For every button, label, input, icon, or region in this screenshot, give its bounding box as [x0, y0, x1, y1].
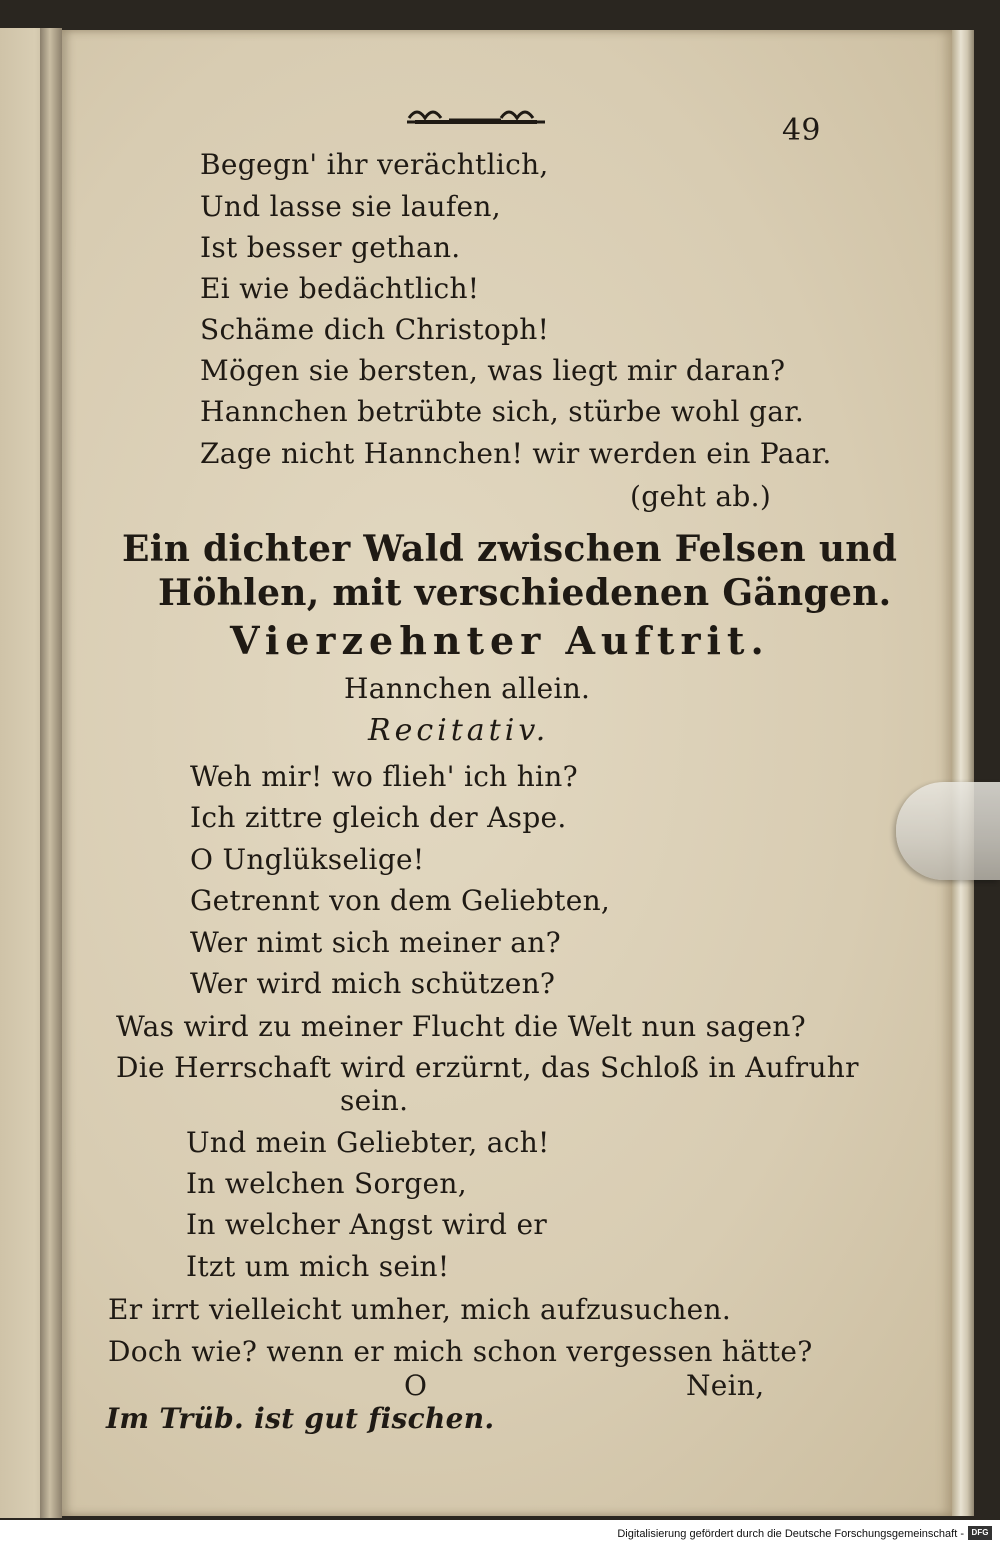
dfg-logo: DFG [968, 1526, 992, 1540]
text-line: Zage nicht Hannchen! wir werden ein Paar. [200, 437, 832, 470]
text-line: Er irrt vielleicht umher, mich aufzusuchen. [108, 1293, 732, 1326]
book-gutter [40, 28, 62, 1518]
stage-direction: (geht ab.) [630, 480, 772, 513]
text-line: Wer nimt sich meiner an? [190, 926, 561, 959]
text-line: Und lasse sie laufen, [200, 190, 501, 223]
text-line: Was wird zu meiner Flucht die Welt nun sagen? [116, 1010, 806, 1043]
text-line: Die Herrschaft wird erzürnt, das Schloß in Aufruhr [116, 1051, 859, 1084]
text-line: Weh mir! wo flieh' ich hin? [190, 760, 578, 793]
catchword: Nein, [686, 1369, 765, 1402]
scene-heading: Höhlen, mit verschiedenen Gängen. [158, 572, 892, 614]
text-line: Getrennt von dem Geliebten, [190, 884, 611, 917]
text-line: Doch wie? wenn er mich schon vergessen hätte? [108, 1335, 813, 1368]
recitativ-heading: Recitativ. [368, 713, 550, 748]
footer-note: Im Trüb. ist gut fischen. [106, 1402, 495, 1435]
text-line: Hannchen betrübte sich, stürbe wohl gar. [200, 395, 805, 428]
page-number: 49 [782, 113, 821, 148]
text-line: Ei wie bedächtlich! [200, 272, 480, 305]
text-line: Itzt um mich sein! [186, 1250, 450, 1283]
digitization-credit: Digitalisierung gefördert durch die Deutsche Forschungsgemeinschaft - [617, 1528, 964, 1540]
text-line: In welchen Sorgen, [186, 1167, 467, 1200]
text-line: Ist besser gethan. [200, 231, 461, 264]
act-heading: Vierzehnter Auftrit. [230, 618, 770, 663]
catchword-o: O [404, 1369, 428, 1402]
text-line: sein. [340, 1084, 409, 1117]
text-line: O Unglükselige! [190, 843, 425, 876]
text-line: Und mein Geliebter, ach! [186, 1126, 550, 1159]
page-turn-tab[interactable] [896, 782, 1000, 880]
page-edge [952, 30, 974, 1516]
text-line: In welcher Angst wird er [186, 1208, 548, 1241]
text-line: Ich zittre gleich der Aspe. [190, 801, 567, 834]
printer-ornament-icon [405, 104, 547, 126]
scene-heading: Ein dichter Wald zwischen Felsen und [122, 528, 898, 570]
text-line: Wer wird mich schützen? [190, 967, 556, 1000]
text-line: Schäme dich Christoph! [200, 313, 550, 346]
character-name: Hannchen allein. [344, 672, 591, 705]
text-line: Mögen sie bersten, was liegt mir daran? [200, 354, 786, 387]
text-line: Begegn' ihr verächtlich, [200, 148, 549, 181]
